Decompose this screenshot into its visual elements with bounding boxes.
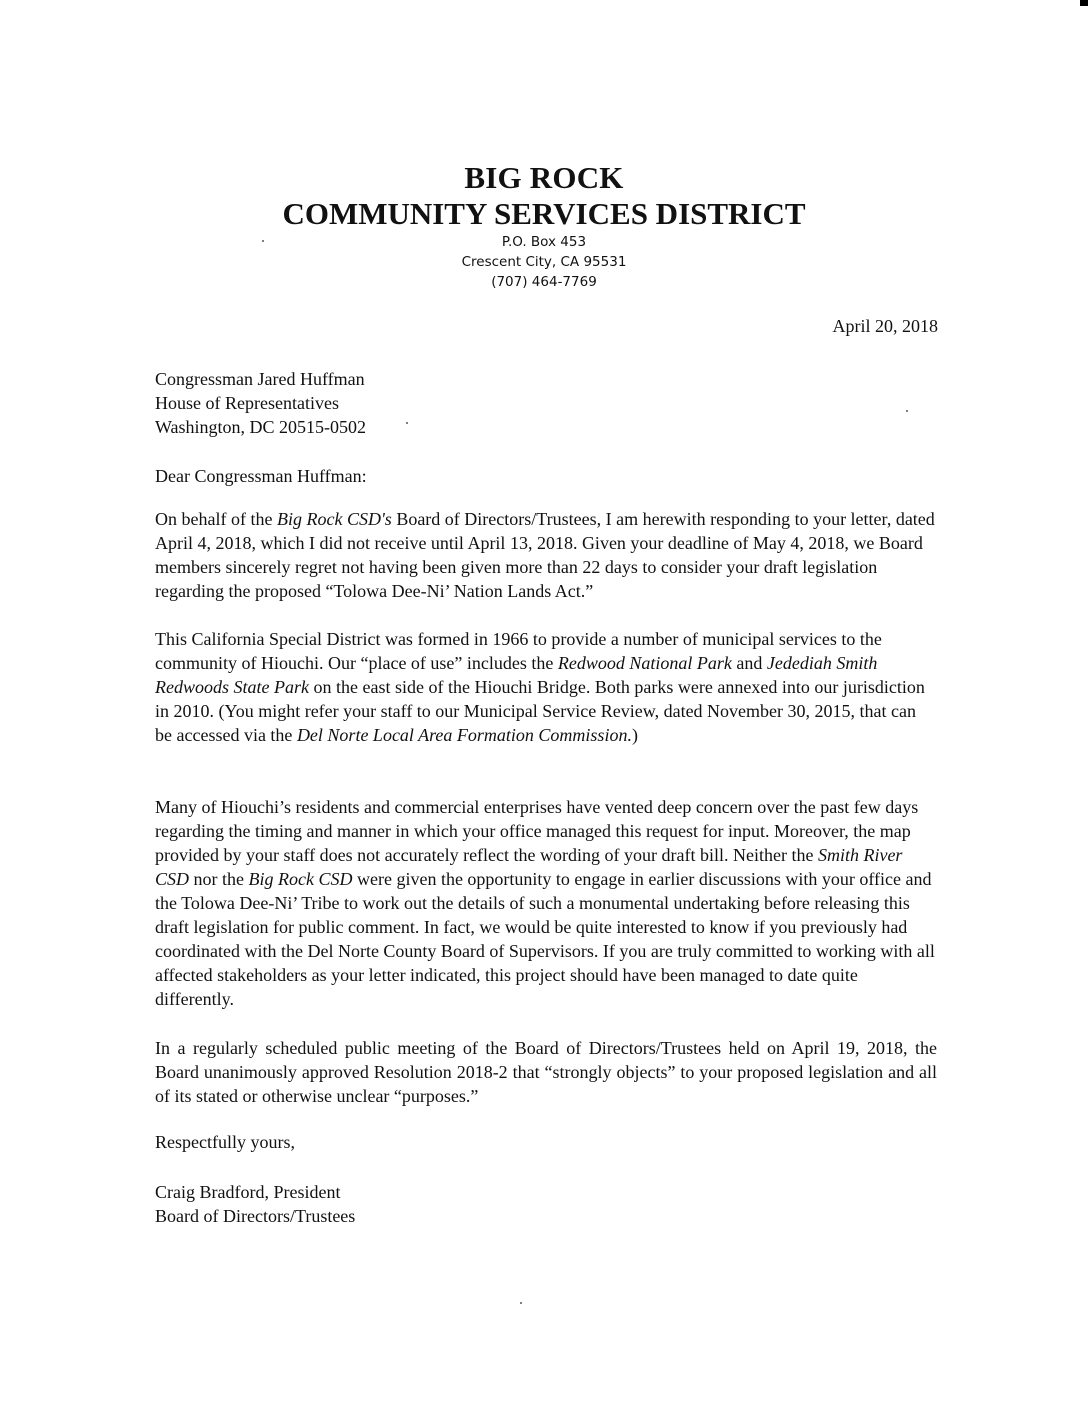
italic-text: Big Rock CSD xyxy=(248,869,353,889)
closing: Respectfully yours, xyxy=(155,1132,295,1152)
letterhead xyxy=(0,160,1088,292)
italic-text: Smith River CSD xyxy=(155,845,903,889)
recipient-city: Washington, DC 20515-0502 xyxy=(155,417,367,437)
text: nor the xyxy=(189,869,249,889)
text: This California Special District was formed in 1966 to provide a number of municipal services to the community of Hiouchi. Our “place of use” includes the xyxy=(155,629,882,673)
address-city: Crescent City, CA 95531 xyxy=(461,254,627,270)
scan-speck xyxy=(520,1302,522,1304)
italic-text: Big Rock CSD's xyxy=(276,509,392,529)
italic-text: Jedediah Smith Redwoods State Park xyxy=(155,653,878,697)
phone-number: (707) 464-7769 xyxy=(491,274,597,290)
paragraph-1 xyxy=(155,507,937,603)
org-subtitle: COMMUNITY SERVICES DISTRICT xyxy=(282,196,806,231)
recipient-name: Congressman Jared Huffman xyxy=(155,369,365,389)
italic-text: Del Norte Local Area Formation Commission. xyxy=(296,725,632,745)
paragraph-3 xyxy=(155,795,937,1011)
scan-corner-mark xyxy=(1080,0,1088,6)
org-name: BIG ROCK xyxy=(464,160,624,195)
paragraph-4: In a regularly scheduled public meeting of the Board of Directors/Trustees held on April 19, 2018, the Board unanimously approved Resolution 2018-2 that “strongly objects” to your proposed legislation and all of its stated or otherwise unclear “purposes.” xyxy=(155,1038,937,1106)
text: Many of Hiouchi’s residents and commercial enterprises have vented deep concern over the past few days regarding the timing and manner in which your office managed this request for input. Moreover, the map provided by your staff does not accurately reflect the wording of your draft bill. Neither the xyxy=(155,797,919,865)
text: were given the opportunity to engage in earlier discussions with your office and the Tolowa Dee-Ni’ Tribe to work out the details of such a monumental undertaking before releasing this draft legislation for public comment. In fact, we would be quite interested to know if you previously had coordinated with the Del Norte County Board of Supervisors. If you are truly committed to working with all affected stakeholders as your letter indicated, this project should have been managed to date quite differently. xyxy=(155,869,935,1009)
address-po-box: P.O. Box 453 xyxy=(501,234,587,250)
letter-date: April 20, 2018 xyxy=(832,316,938,336)
paragraph-2 xyxy=(155,627,937,747)
signer-board: Board of Directors/Trustees xyxy=(155,1206,356,1226)
scan-speck xyxy=(406,422,408,424)
recipient-office: House of Representatives xyxy=(155,393,339,413)
salutation: Dear Congressman Huffman: xyxy=(155,466,367,486)
scan-speck xyxy=(262,240,264,242)
signature-block xyxy=(155,1180,355,1228)
recipient-address xyxy=(155,367,366,439)
text: and xyxy=(731,653,767,673)
italic-text: Redwood National Park xyxy=(557,653,732,673)
text: On behalf of the xyxy=(155,509,277,529)
text: on the east side of the Hiouchi Bridge. Both parks were annexed into our jurisdiction in 2010. (You might refer your staff to our Municipal Service Review, dated November 30, 2015, that can be accessed via the xyxy=(155,677,925,745)
signer-name-title: Craig Bradford, President xyxy=(155,1182,341,1202)
text: ) xyxy=(631,725,638,745)
text: Board of Directors/Trustees, I am herewith responding to your letter, dated April 4, 2018, which I did not receive until April 13, 2018. Given your deadline of May 4, 2018, we Board members sincerely regret not having been given more than 22 days to consider your draft legislation regarding the proposed “Tolowa Dee-Ni’ Nation Lands Act.” xyxy=(155,509,935,601)
scan-speck xyxy=(906,410,908,412)
